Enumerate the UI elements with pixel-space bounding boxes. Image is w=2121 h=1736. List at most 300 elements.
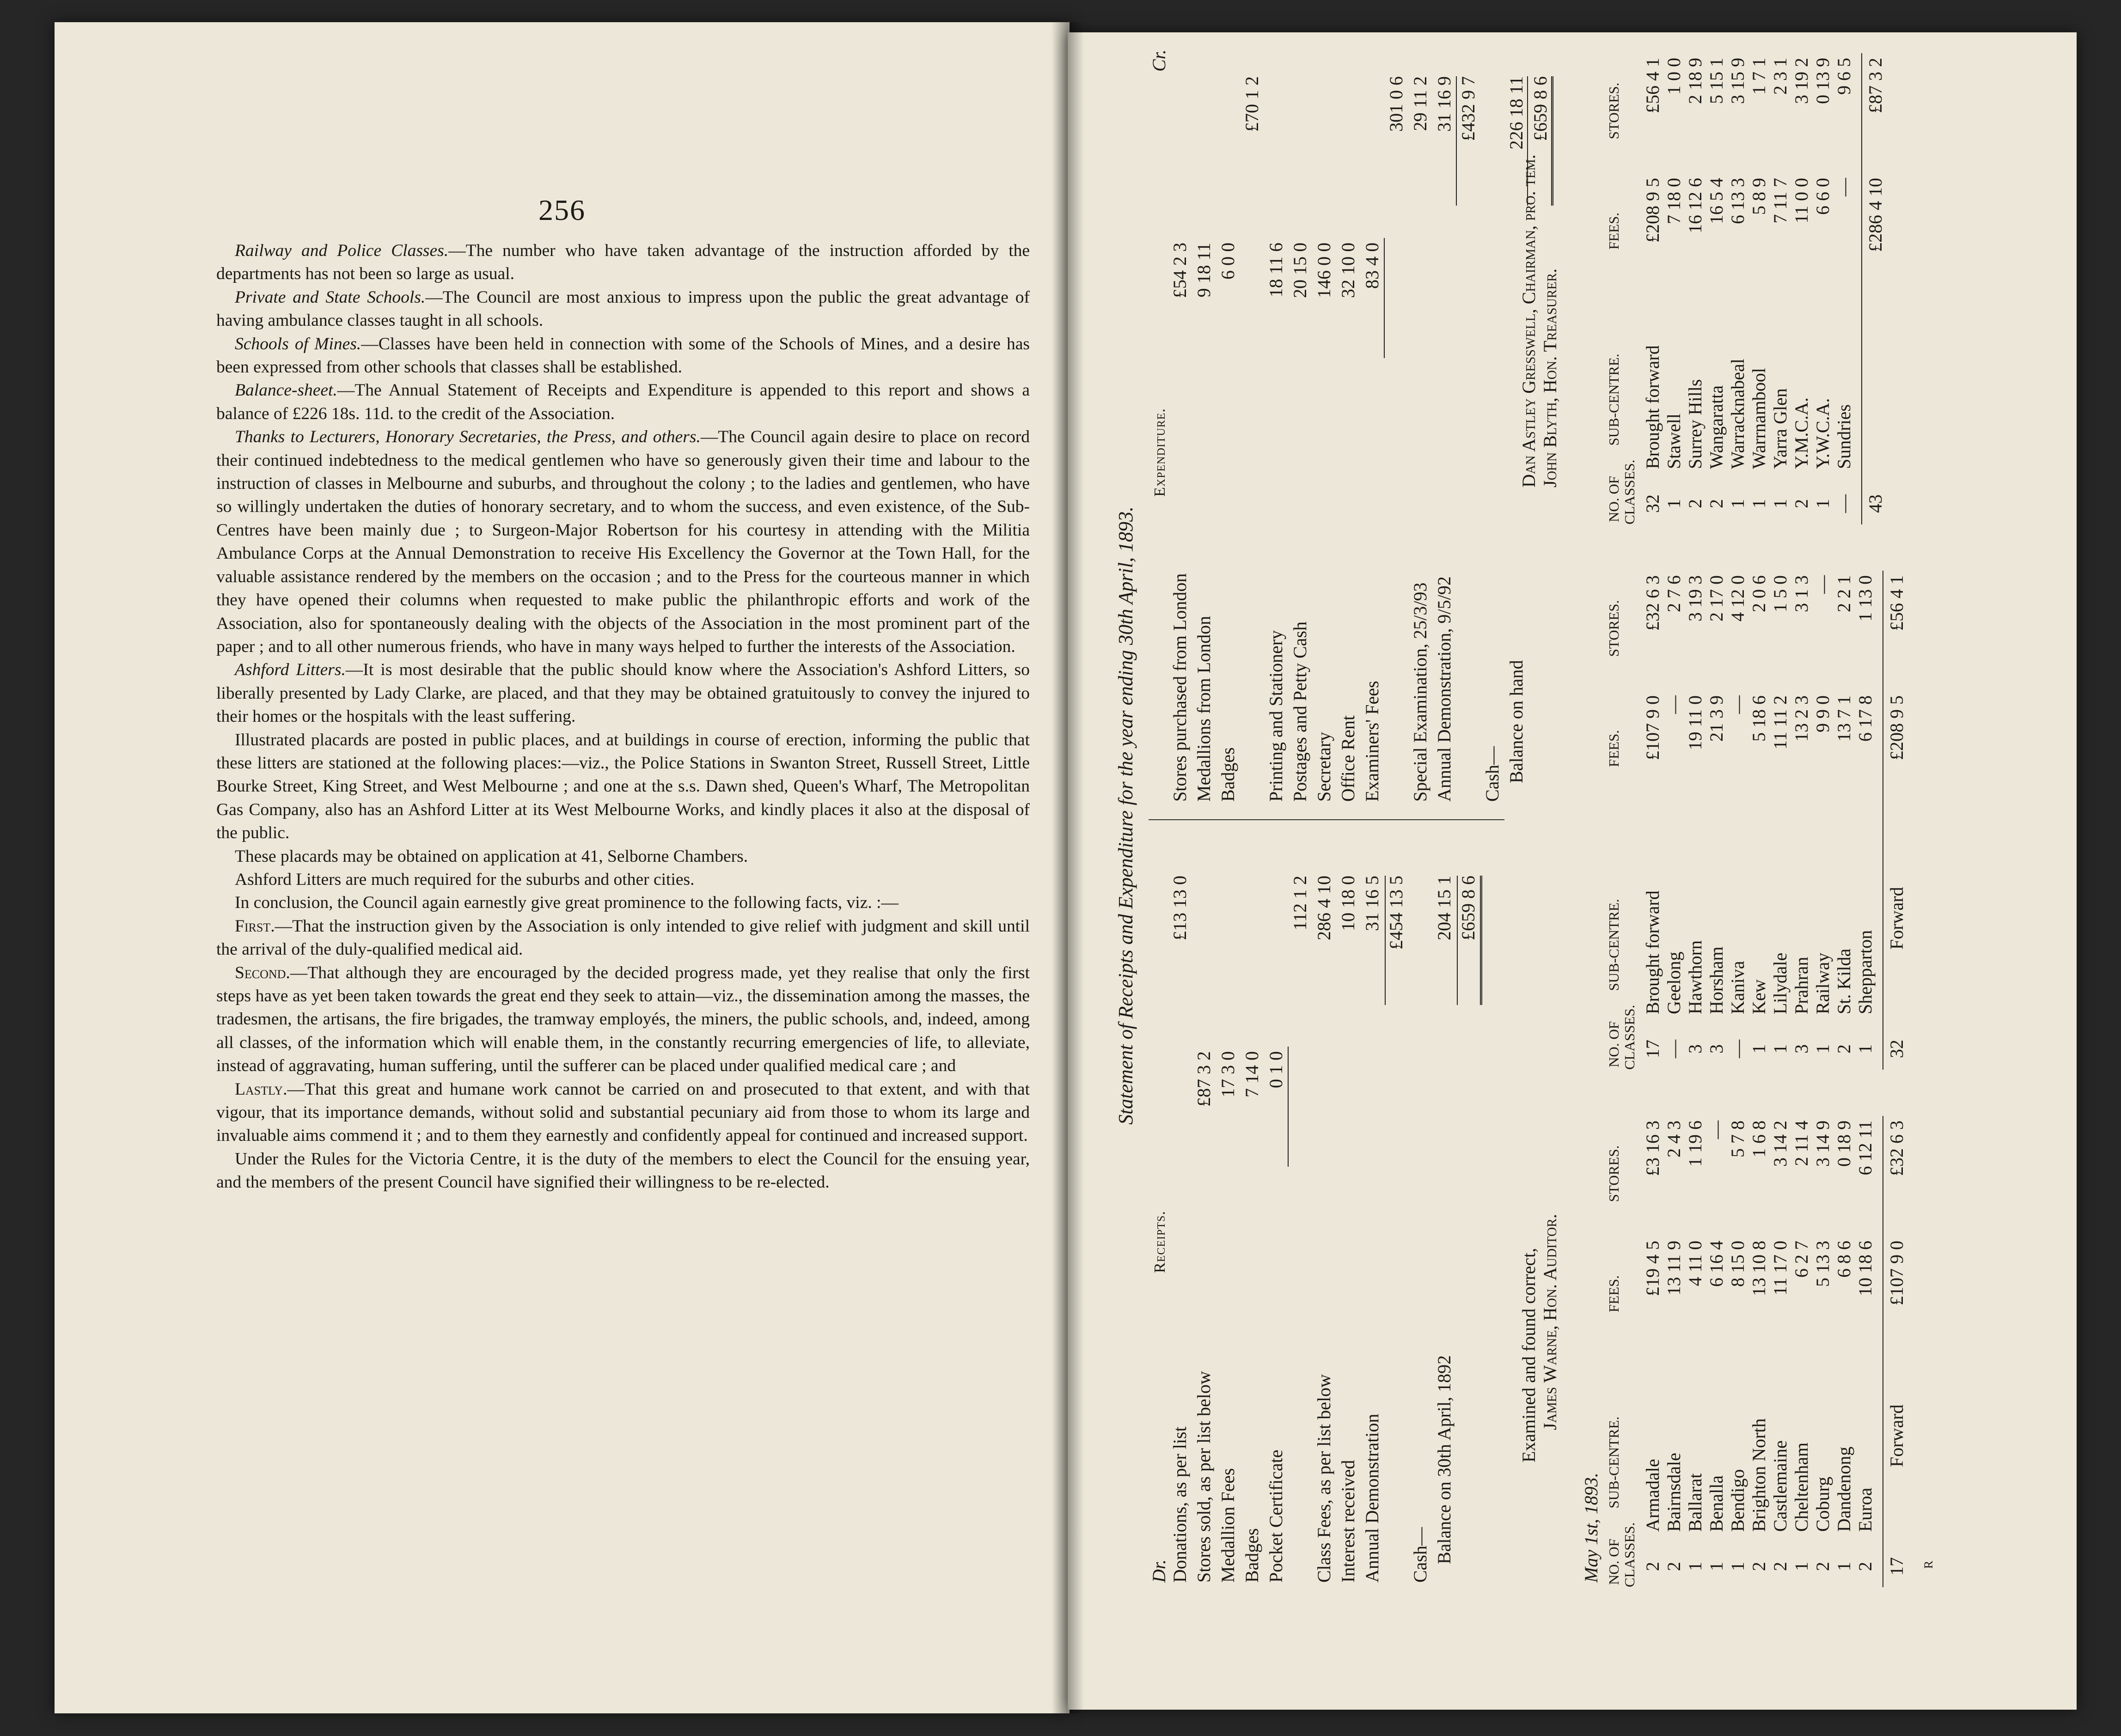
row-label: Stores sold, as per list below: [1193, 1371, 1214, 1583]
account-row: [1265, 820, 1287, 1596]
row-label: Secretary: [1314, 731, 1334, 802]
fees-amount: £208 9 5: [1642, 178, 1663, 243]
row-label: Office Rent: [1338, 715, 1358, 802]
row-outer-amount: 286 4 10: [1314, 876, 1334, 940]
treasurer-signature: John Blyth, Hon. Treasurer.: [1540, 268, 1560, 487]
subcentre-name: Brought forward: [1642, 890, 1663, 1014]
row-outer-amount: 31 16 9: [1434, 76, 1455, 132]
classes-count: 2: [1663, 1562, 1684, 1571]
subcentre-row: [1855, 1088, 1876, 1587]
row-label: Stores purchased from London: [1169, 573, 1190, 802]
stores-amount: 1 0 0: [1663, 58, 1684, 95]
stores-amount: 4 12 0: [1727, 575, 1748, 621]
subcentre-row: [1748, 35, 1770, 524]
fees-amount: 5 18 6: [1748, 695, 1769, 742]
row-inner-amount: 7 14 0: [1241, 1051, 1262, 1097]
statement-title: Statement of Receipts and Expenditure for the year ending 30th April, 1893.: [1114, 506, 1137, 1125]
subcentre-row: [1748, 1088, 1770, 1587]
paragraph-lead: Ashford Litters.: [235, 660, 346, 680]
row-label: Balance on 30th April, 1892: [1434, 1355, 1455, 1564]
subcentre-name: Geelong: [1663, 951, 1684, 1014]
paragraph-lead: Schools of Mines.: [235, 334, 361, 353]
row-inner-amount: 18 11 6: [1265, 243, 1286, 298]
table-header: [1606, 35, 1638, 524]
classes-count: 2: [1855, 1562, 1876, 1571]
account-row: [1265, 35, 1287, 816]
report-text: [216, 239, 1030, 1194]
row-label: Pocket Certificate: [1265, 1450, 1286, 1583]
paragraph: [216, 379, 1030, 426]
account-row: [1458, 820, 1479, 1596]
account-row: [1386, 820, 1407, 1596]
account-row: [1241, 35, 1263, 816]
stores-amount: 3 14 2: [1770, 1121, 1791, 1167]
row-label: Donations, as per list: [1169, 1426, 1190, 1583]
classes-count: —: [1834, 494, 1854, 513]
stores-amount: 3 15 9: [1727, 58, 1748, 104]
subcentre-name: Coburg: [1812, 1476, 1833, 1532]
account-row: [1434, 35, 1455, 816]
total-fees: £286 4 10: [1865, 178, 1886, 252]
fees-amount: 6 2 7: [1791, 1241, 1812, 1278]
stores-amount: 2 18 9: [1685, 58, 1705, 104]
stores-amount: 0 13 9: [1812, 58, 1833, 104]
account-row: [1169, 35, 1191, 816]
subcentre-name: Kew: [1748, 979, 1769, 1014]
examined-text: Examined and found correct,: [1518, 1248, 1539, 1462]
fees-amount: 13 2 3: [1791, 695, 1812, 742]
subcentre-name: Brighton North: [1748, 1418, 1769, 1532]
subcentre-row: [1812, 543, 1834, 1070]
total-stores: £56 4 1: [1886, 575, 1907, 631]
subcentre-row: [1706, 1088, 1727, 1587]
total-fees: £107 9 0: [1886, 1241, 1907, 1305]
fees-amount: —: [1727, 695, 1748, 714]
row-label: Class Fees, as per list below: [1314, 1374, 1334, 1583]
subcentre-row: [1706, 35, 1727, 524]
subcentre-name: Yarra Glen: [1770, 388, 1791, 469]
subcentre-name: Cheltenham: [1791, 1442, 1812, 1532]
stores-amount: 2 17 0: [1706, 575, 1727, 621]
subcentre-row: [1770, 543, 1791, 1070]
classes-count: 1: [1727, 1562, 1748, 1571]
subcentre-row: [1812, 1088, 1834, 1587]
total-classes: 17: [1886, 1557, 1907, 1576]
classes-count: 1: [1706, 1562, 1727, 1571]
fees-amount: 16 5 4: [1706, 178, 1727, 224]
paragraph: [216, 868, 1030, 891]
subcentre-name: St. Kilda: [1834, 948, 1854, 1014]
receipts-table: [1169, 820, 1502, 1596]
row-label: Annual Demonstration: [1362, 1413, 1382, 1583]
subcentre-table-1: [1606, 1088, 1925, 1587]
classes-count: 2: [1812, 1562, 1833, 1571]
row-label: Balance on hand: [1506, 660, 1527, 783]
paragraph: [216, 426, 1030, 658]
paragraph: [216, 333, 1030, 379]
stores-amount: 9 6 5: [1834, 58, 1854, 95]
subcentre-name: Euroa: [1855, 1487, 1876, 1532]
classes-count: 1: [1770, 499, 1791, 508]
paragraph-lead: Thanks to Lecturers, Honorary Secretaries, the Press, and others.: [235, 427, 701, 447]
subcentre-row: [1727, 1088, 1748, 1587]
account-row: [1362, 35, 1383, 816]
classes-count: 2: [1642, 1562, 1663, 1571]
fees-amount: 10 18 6: [1855, 1241, 1876, 1296]
classes-count: 1: [1727, 499, 1748, 508]
subcentre-row: [1663, 1088, 1685, 1587]
fees-amount: —: [1834, 178, 1854, 196]
paragraph-text: —The Annual Statement of Receipts and Expenditure is appended to this report and shows a balance of £226 18s. 11d. to the credit of the Association.: [216, 381, 1030, 423]
subcentre-name: Wangaratta: [1706, 385, 1727, 469]
subcentre-row: [1727, 543, 1748, 1070]
subcentre-name: Lilydale: [1770, 952, 1791, 1014]
balance-sheet: [1112, 35, 1934, 1596]
page-number: 256: [538, 194, 586, 226]
stores-amount: 2 11 4: [1791, 1121, 1812, 1166]
subcentre-name: Y.M.C.A.: [1791, 397, 1812, 469]
row-label: Special Examination, 25/3/93: [1410, 582, 1430, 802]
row-outer-amount: 29 11 2: [1410, 76, 1430, 131]
subcentre-row: [1663, 35, 1685, 524]
subcentre-row: [1834, 35, 1855, 524]
fees-amount: 16 12 6: [1685, 178, 1705, 233]
header-classes: NO. OF CLASSES.: [1606, 1522, 1638, 1587]
header-fees: FEES.: [1606, 730, 1622, 767]
classes-count: 1: [1748, 1044, 1769, 1054]
classes-count: 2: [1791, 499, 1812, 508]
paragraph-text: —That although they are encouraged by the decided progress made, yet they realise that only the first steps have as yet been taken towards the great end they seek to attain—viz., the dissemination among the masses, the tradesmen, the artisans, the fire brigades, the tramway employés, the miners, the public schools, and, indeed, among all classes, of the information which will enable them, in the constantly recurring emergencies of life, to alleviate, instead of aggravating, human suffering, until the sufferer can be placed under qualified medical care ; and: [216, 963, 1030, 1076]
classes-count: 1: [1663, 499, 1684, 508]
row-outer-amount: £454 13 5: [1386, 876, 1406, 950]
classes-count: 2: [1748, 1562, 1769, 1571]
total-label: Forward: [1886, 887, 1907, 950]
row-label: Badges: [1217, 747, 1238, 802]
account-row: [1362, 820, 1383, 1596]
stores-amount: —: [1706, 1121, 1727, 1139]
paragraph: [216, 845, 1030, 868]
subcentre-row: [1727, 35, 1748, 524]
row-outer-amount: 204 15 1: [1434, 876, 1455, 940]
stores-amount: £56 4 1: [1642, 58, 1663, 113]
stores-amount: 3 19 3: [1685, 575, 1705, 621]
paragraph-text: —The Council again desire to place on record their continued indebtedness to the medical gentlemen who have so generously given their time and labour to the instruction of classes in Melbourne and suburbs, and throughout the colony ; to the ladies and gentlemen, who have so willingly undertaken the duties of honorary secretary, and to whom the success, and even existence, of the Sub-Centres have been mainly due ; to Surgeon-Major Robertson for his courtesy in attending with the Militia Ambulance Corps at the Annual Demonstration to receive His Excellency the Governor at the Town Hall, for the valuable assistance rendered by the members on the occasion ; and to the Press for the courteous manner in which they have opened their columns when requested to make public the philanthropic efforts and work of the Association, also for spontaneously dealing with the objects of the Association in the most prominent part of the paper ; and to all other numerous friends, who have in many ways helped to further the interests of the Association.: [216, 427, 1030, 656]
paragraph-text: Illustrated placards are posted in public places, and at buildings in course of erection, informing the public that these litters are stationed at the following places:—viz., the Police Stations in Swanton Street, Russell Street, Little Bourke Street, King Street, and West Melbourne ; and one at the s.s. Dawn shed, Queen's Wharf, The Metropolitan Gas Company, also has an Ashford Litter at its West Melbourne Works, and kindly places it also at the disposal of the public.: [216, 730, 1030, 843]
row-outer-amount: 112 1 2: [1290, 876, 1310, 931]
subcentre-row: [1706, 543, 1727, 1070]
corner-mark: R: [1922, 1560, 1935, 1569]
header-fees: FEES.: [1606, 212, 1622, 250]
stores-amount: 2 4 3: [1663, 1121, 1684, 1157]
fees-amount: —: [1663, 695, 1684, 714]
paragraph-text: —That this great and humane work cannot be carried on and prosecuted to that extent, and with that vigour, that its importance demands, without solid and substantial pecuniary aid from those to whom its large and invaluable aims commend it ; and to them they earnestly and confidently appeal for continued and increased support.: [216, 1079, 1030, 1145]
subcentre-name: Y.W.C.A.: [1812, 398, 1833, 469]
book-gutter: [1051, 22, 1084, 1713]
account-row: [1482, 35, 1503, 816]
classes-count: 1: [1812, 499, 1833, 508]
row-outer-amount: £659 8 6: [1530, 76, 1551, 141]
header-centre: SUB-CENTRE.: [1606, 1416, 1622, 1509]
subcentre-row: [1791, 543, 1812, 1070]
fees-amount: £19 4 5: [1642, 1241, 1663, 1296]
header-stores: STORES.: [1606, 82, 1622, 140]
subcentre-row: [1663, 543, 1685, 1070]
row-inner-amount: 6 0 0: [1217, 243, 1238, 280]
row-outer-amount: 31 16 5: [1362, 876, 1382, 931]
fees-amount: 6 17 8: [1855, 695, 1876, 742]
header-centre: SUB-CENTRE.: [1606, 899, 1622, 991]
account-row: [1217, 820, 1239, 1596]
stores-amount: £32 6 3: [1642, 575, 1663, 631]
stores-amount: 3 14 9: [1812, 1121, 1833, 1167]
total-fees: £208 9 5: [1886, 695, 1907, 760]
row-inner-amount: £54 2 3: [1169, 243, 1190, 298]
account-row: [1410, 35, 1431, 816]
classes-count: 1: [1770, 1044, 1791, 1054]
paragraph-text: —The Council are most anxious to impress upon the public the great advantage of having ambulance classes taught in all schools.: [216, 287, 1030, 330]
row-label: Cash—: [1482, 746, 1503, 802]
fees-amount: 7 18 0: [1663, 178, 1684, 224]
subcentre-row: [1642, 35, 1663, 524]
classes-count: 3: [1685, 1044, 1705, 1054]
fees-amount: 5 8 9: [1748, 178, 1769, 215]
row-inner-amount: 9 18 11: [1193, 243, 1214, 298]
header-fees: FEES.: [1606, 1275, 1622, 1313]
account-row: [1338, 820, 1359, 1596]
stores-amount: 1 6 8: [1748, 1121, 1769, 1157]
stores-amount: 3 19 2: [1791, 58, 1812, 104]
classes-count: 2: [1834, 1044, 1854, 1054]
stores-amount: —: [1812, 575, 1833, 594]
auditor-signature: James Warne, Hon. Auditor.: [1540, 1214, 1560, 1430]
account-row: [1458, 35, 1479, 816]
stores-amount: 2 7 6: [1663, 575, 1684, 612]
fees-amount: £107 9 0: [1642, 695, 1663, 760]
subcentre-name: Prahran: [1791, 956, 1812, 1014]
total-classes: 43: [1865, 494, 1886, 513]
subcentre-row: [1642, 1088, 1663, 1587]
row-inner-amount: 20 15 0: [1290, 243, 1310, 298]
subcentre-name: Railway: [1812, 952, 1833, 1014]
classes-count: —: [1663, 1040, 1684, 1058]
paragraph-text: —The number who have taken advantage of the instruction afforded by the departments has not been so large as usual.: [216, 241, 1030, 284]
classes-count: 32: [1642, 494, 1663, 513]
row-outer-amount: £659 8 6: [1458, 876, 1479, 940]
row-label: Interest received: [1338, 1460, 1358, 1583]
row-inner-amount: £87 3 2: [1193, 1051, 1214, 1107]
statement-date: May 1st, 1893.: [1581, 1473, 1601, 1583]
subcentre-row: [1748, 543, 1770, 1070]
total-stores: £32 6 3: [1886, 1121, 1907, 1176]
account-row: [1434, 820, 1455, 1596]
paragraph-text: Ashford Litters are much required for the suburbs and other cities.: [235, 870, 695, 889]
subcentre-name: Horsham: [1706, 946, 1727, 1014]
paragraph-lead: Balance-sheet.: [235, 381, 337, 400]
subcentre-name: Kaniva: [1727, 961, 1748, 1014]
subcentre-row: [1812, 35, 1834, 524]
subcentre-name: Benalla: [1706, 1475, 1727, 1532]
fees-amount: 6 16 4: [1706, 1241, 1727, 1287]
row-inner-amount: 0 1 0: [1265, 1051, 1286, 1088]
subcentre-row: [1791, 1088, 1812, 1587]
classes-count: 2: [1770, 1562, 1791, 1571]
account-row: [1193, 35, 1215, 816]
subcentre-row: [1770, 1088, 1791, 1587]
classes-count: 1: [1855, 1044, 1876, 1054]
fees-amount: 21 3 9: [1706, 695, 1727, 742]
subcentre-table-3: [1606, 35, 1925, 524]
subcentre-row: [1642, 543, 1663, 1070]
subcentre-name: Sundries: [1834, 404, 1854, 469]
classes-count: 2: [1685, 499, 1705, 508]
subcentre-name: Bendigo: [1727, 1469, 1748, 1532]
row-outer-amount: £432 9 7: [1458, 76, 1479, 141]
paragraph: [216, 1078, 1030, 1148]
paragraph-text: —That the instruction given by the Association is only intended to give relief with judgment and skill until the arrival of the duly-qualified medical aid.: [216, 916, 1030, 959]
table-header: [1606, 1088, 1638, 1587]
fees-amount: 11 11 2: [1770, 695, 1791, 750]
fees-amount: 6 6 0: [1812, 178, 1833, 215]
fees-amount: 4 11 0: [1685, 1241, 1705, 1286]
subcentre-name: Ballarat: [1685, 1473, 1705, 1532]
fees-amount: 9 9 0: [1812, 695, 1833, 732]
header-classes: NO. OF CLASSES.: [1606, 459, 1638, 524]
row-label: Printing and Stationery: [1265, 630, 1286, 802]
stores-amount: 1 19 6: [1685, 1121, 1705, 1167]
paragraph-text: These placards may be obtained on application at 41, Selborne Chambers.: [235, 847, 748, 866]
paragraph-lead: Lastly.: [235, 1079, 287, 1099]
stores-amount: 1 13 0: [1855, 575, 1876, 621]
subcentre-row: [1685, 543, 1706, 1070]
fees-amount: 5 13 3: [1812, 1241, 1833, 1287]
account-row: [1169, 820, 1191, 1596]
classes-count: 1: [1812, 1044, 1833, 1054]
stores-amount: 3 1 3: [1791, 575, 1812, 612]
fees-amount: 6 8 6: [1834, 1241, 1854, 1278]
left-page: [55, 22, 1070, 1713]
row-inner-amount: 17 3 0: [1217, 1051, 1238, 1097]
subcentre-name: Castlemaine: [1770, 1440, 1791, 1532]
total-stores: £87 3 2: [1865, 58, 1886, 113]
row-label: Postages and Petty Cash: [1290, 621, 1310, 802]
subcentre-row: [1770, 35, 1791, 524]
stores-amount: 2 2 1: [1834, 575, 1854, 612]
subcentre-name: Shepparton: [1855, 930, 1876, 1014]
fees-amount: 11 17 0: [1770, 1241, 1791, 1296]
stores-amount: 1 7 1: [1748, 58, 1769, 95]
subcentre-name: Warrnambool: [1748, 368, 1769, 469]
row-inner-amount: 32 10 0: [1338, 243, 1358, 298]
subcentre-name: Stawell: [1663, 414, 1684, 469]
paragraph: [216, 1148, 1030, 1194]
account-row: [1386, 35, 1407, 816]
fees-amount: 7 11 7: [1770, 178, 1791, 224]
classes-count: 17: [1642, 1040, 1663, 1058]
fees-amount: 19 11 0: [1685, 695, 1705, 750]
stores-amount: 2 0 6: [1748, 575, 1769, 612]
account-row: [1290, 820, 1311, 1596]
row-outer-amount: £13 13 0: [1169, 876, 1190, 940]
receipts-heading: Receipts.: [1151, 1211, 1168, 1273]
classes-count: 1: [1834, 1562, 1854, 1571]
classes-count: 1: [1748, 499, 1769, 508]
table-header: [1606, 543, 1638, 1070]
paragraph: [216, 729, 1030, 845]
paragraph: [216, 891, 1030, 914]
header-stores: STORES.: [1606, 1145, 1622, 1202]
classes-count: 2: [1706, 499, 1727, 508]
subcentre-row: [1685, 1088, 1706, 1587]
subcentre-row: [1834, 543, 1855, 1070]
paragraph: [216, 658, 1030, 728]
subcentre-name: Armadale: [1642, 1459, 1663, 1532]
paragraph: [216, 962, 1030, 1078]
row-outer-amount: 226 18 11: [1506, 76, 1527, 150]
row-label: Cash—: [1410, 1527, 1430, 1583]
row-label: Medallions from London: [1193, 615, 1214, 802]
total-row: [1886, 1088, 1907, 1587]
fees-amount: 11 0 0: [1791, 178, 1812, 224]
account-row: [1290, 35, 1311, 816]
account-row: [1217, 35, 1239, 816]
account-row: [1193, 820, 1215, 1596]
subcentre-name: Warracknabeal: [1727, 359, 1748, 469]
paragraph-text: In conclusion, the Council again earnestly give great prominence to the following facts, viz. :—: [235, 893, 899, 913]
total-classes: 32: [1886, 1040, 1907, 1058]
row-inner-amount: 146 0 0: [1314, 243, 1334, 298]
row-outer-amount: 10 18 0: [1338, 876, 1358, 931]
header-classes: NO. OF CLASSES.: [1606, 1005, 1638, 1070]
stores-amount: 1 5 0: [1770, 575, 1791, 612]
subcentre-row: [1834, 1088, 1855, 1587]
subcentre-name: Bairnsdale: [1663, 1452, 1684, 1532]
row-inner-amount: 83 4 0: [1362, 243, 1382, 289]
classes-count: 3: [1706, 1044, 1727, 1054]
paragraph: [216, 286, 1030, 333]
stores-amount: 5 15 1: [1706, 58, 1727, 104]
subcentre-name: Brought forward: [1642, 345, 1663, 469]
dr-label: Dr.: [1149, 1559, 1169, 1583]
account-row: [1314, 820, 1335, 1596]
row-label: Annual Demonstration, 9/5/92: [1434, 576, 1455, 802]
fees-amount: 13 10 8: [1748, 1241, 1769, 1296]
classes-count: 3: [1791, 1044, 1812, 1054]
total-label: Forward: [1886, 1404, 1907, 1467]
row-label: Medallion Fees: [1217, 1468, 1238, 1583]
classes-count: 1: [1685, 1562, 1705, 1571]
paragraph: [216, 239, 1030, 286]
stores-amount: 6 12 11: [1855, 1121, 1876, 1176]
subcentre-table-2: [1606, 543, 1925, 1070]
fees-amount: 13 7 1: [1834, 695, 1854, 742]
total-row: [1886, 543, 1907, 1070]
stores-amount: £3 16 3: [1642, 1121, 1663, 1176]
paragraph-text: Under the Rules for the Victoria Centre, it is the duty of the members to elect the Council for the ensuing year, and the members of the present Council have signified their willingness to be re-elected.: [216, 1149, 1030, 1192]
fees-amount: 13 11 9: [1663, 1241, 1684, 1296]
account-row: [1314, 35, 1335, 816]
paragraph-lead: Second.: [235, 963, 290, 982]
row-label: Examiners' Fees: [1362, 681, 1382, 802]
fees-amount: 6 13 3: [1727, 178, 1748, 224]
fees-amount: 8 15 0: [1727, 1241, 1748, 1287]
subcentre-name: Surrey Hills: [1685, 379, 1705, 469]
chairman-signature: Dan Astley Gresswell, Chairman, pro. tem.: [1518, 154, 1539, 487]
subcentre-row: [1685, 35, 1706, 524]
cr-label: Cr.: [1149, 49, 1169, 72]
paragraph-lead: Railway and Police Classes.: [235, 241, 449, 260]
account-row: [1241, 820, 1263, 1596]
classes-count: 1: [1791, 1562, 1812, 1571]
